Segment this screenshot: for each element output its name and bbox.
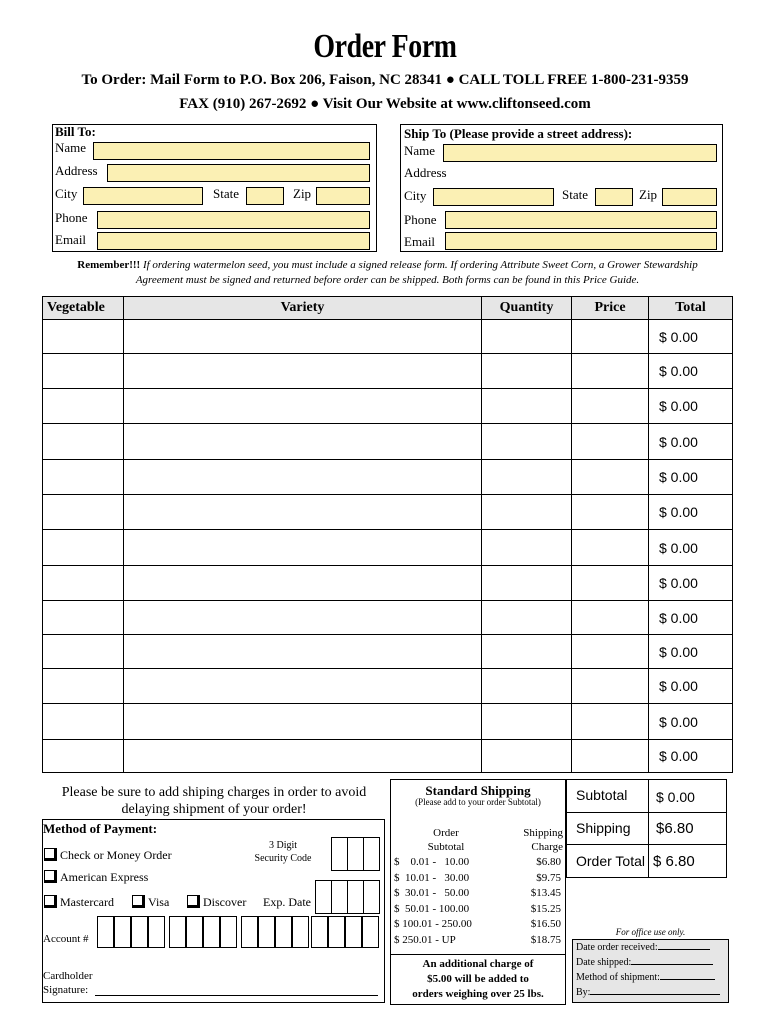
ship-zip-label: Zip xyxy=(639,187,658,202)
amex-label: American Express xyxy=(60,870,149,884)
quantity-cell[interactable] xyxy=(482,566,572,601)
account-digit-6[interactable] xyxy=(186,916,203,948)
col1-line1: Order xyxy=(433,827,459,839)
order-total-value: $ 6.80 xyxy=(653,853,695,870)
bill-zip-field[interactable] xyxy=(316,187,370,205)
table-header-row xyxy=(43,297,733,320)
bill-email-field[interactable] xyxy=(97,232,370,250)
variety-cell[interactable] xyxy=(124,530,482,566)
remember-note xyxy=(55,258,720,288)
processed-by-label: By: xyxy=(576,987,591,998)
security-digit-3[interactable] xyxy=(363,837,380,871)
bill-zip-label: Zip xyxy=(293,186,312,201)
order-subtotal-col-header xyxy=(411,826,481,854)
col-quantity: Quantity xyxy=(482,297,572,320)
table-row xyxy=(43,460,733,495)
table-row xyxy=(43,424,733,460)
payment-section xyxy=(42,819,385,1003)
date-received-label: Date order received: xyxy=(576,942,658,953)
vegetable-cell[interactable] xyxy=(43,704,124,740)
ship-city-field[interactable] xyxy=(433,188,554,206)
ship-zip-field[interactable] xyxy=(662,188,717,206)
quantity-cell[interactable] xyxy=(482,495,572,530)
order-total-value-cell xyxy=(648,844,727,878)
col-total: Total xyxy=(649,297,733,320)
date-shipped xyxy=(576,957,713,968)
price-cell[interactable] xyxy=(572,669,649,704)
shipping-charge-col-header xyxy=(501,826,563,854)
security-digit-1[interactable] xyxy=(331,837,348,871)
shipping-label-cell xyxy=(566,812,649,845)
price-cell[interactable] xyxy=(572,704,649,740)
shipping-charge: $15.25 xyxy=(530,902,561,915)
row-total: $ 0.00 xyxy=(649,320,733,354)
account-digit-7[interactable] xyxy=(203,916,220,948)
bill-address-field[interactable] xyxy=(107,164,370,182)
table-row xyxy=(43,566,733,601)
check-option[interactable] xyxy=(44,848,172,863)
shipping-charge: $6.80 xyxy=(536,856,561,868)
row-total: $ 0.00 xyxy=(649,354,733,389)
quantity-cell[interactable] xyxy=(482,389,572,424)
amex-option[interactable] xyxy=(44,870,148,885)
quantity-cell[interactable] xyxy=(482,704,572,740)
shipping-range: $ 250.01 - UP xyxy=(394,933,456,946)
col2-line1: Shipping xyxy=(523,827,563,839)
bill-city-field[interactable] xyxy=(83,187,203,205)
price-cell[interactable] xyxy=(572,320,649,354)
security-digit-2[interactable] xyxy=(347,837,364,871)
bill-to-heading: Bill To: xyxy=(55,124,96,139)
office-use-box xyxy=(572,939,729,1003)
col-variety: Variety xyxy=(124,297,482,320)
shipping-value: $6.80 xyxy=(656,820,694,837)
row-total: $ 0.00 xyxy=(649,704,733,740)
table-row xyxy=(43,669,733,704)
variety-cell[interactable] xyxy=(124,635,482,669)
signature-label: Signature: xyxy=(43,984,89,996)
exp-digit-3[interactable] xyxy=(347,880,364,914)
date-received-line xyxy=(658,949,710,950)
visa-option[interactable] xyxy=(132,895,169,910)
bill-state-field[interactable] xyxy=(246,187,284,205)
page-title: Order Form xyxy=(313,28,457,65)
discover-label: Discover xyxy=(203,895,247,909)
processed-by xyxy=(576,987,720,998)
variety-cell[interactable] xyxy=(124,460,482,495)
col1-line2: Subtotal xyxy=(427,841,465,853)
account-digit-1[interactable] xyxy=(97,916,114,948)
fax-website-line: FAX (910) 267-2692 ● Visit Our Website at www.cliftonseed.com xyxy=(179,96,591,112)
vegetable-cell[interactable] xyxy=(43,566,124,601)
remember-text: If ordering watermelon seed, you must include a signed release form. If ordering Attribute Sweet Corn, a Grower Stewardship Agreement must be signed and returned before order can be shipped. Both forms can be found in this Price Guide. xyxy=(135,259,698,286)
ship-email-label: Email xyxy=(404,234,436,249)
table-row xyxy=(43,740,733,773)
account-digit-9[interactable] xyxy=(241,916,258,948)
quantity-cell[interactable] xyxy=(482,424,572,460)
price-cell[interactable] xyxy=(572,635,649,669)
quantity-cell[interactable] xyxy=(482,740,572,773)
variety-cell[interactable] xyxy=(124,424,482,460)
row-total: $ 0.00 xyxy=(649,635,733,669)
ship-state-field[interactable] xyxy=(595,188,633,206)
variety-cell[interactable] xyxy=(124,320,482,354)
shipping-range: $ 30.01 - 50.00 xyxy=(394,887,470,899)
mastercard-label: Mastercard xyxy=(60,895,114,909)
row-total: $ 0.00 xyxy=(649,566,733,601)
payment-heading: Method of Payment: xyxy=(43,821,158,836)
row-total: $ 0.00 xyxy=(649,740,733,773)
quantity-cell[interactable] xyxy=(482,530,572,566)
exp-digit-4[interactable] xyxy=(363,880,380,914)
vegetable-cell[interactable] xyxy=(43,495,124,530)
vegetable-cell[interactable] xyxy=(43,740,124,773)
shipping-range: $ 10.01 - 30.00 xyxy=(394,871,470,884)
ship-phone-label: Phone xyxy=(404,212,437,227)
security-code-label xyxy=(238,839,328,865)
price-cell[interactable] xyxy=(572,601,649,635)
price-cell[interactable] xyxy=(572,354,649,389)
ship-name-label: Name xyxy=(404,143,436,158)
price-cell[interactable] xyxy=(572,424,649,460)
date-shipped-line xyxy=(631,964,713,965)
standard-shipping-section xyxy=(390,779,566,1005)
note-line2: $5.00 will be added to xyxy=(427,973,529,985)
vegetable-cell[interactable] xyxy=(43,460,124,495)
ship-name-field[interactable] xyxy=(443,144,717,162)
account-digit-13[interactable] xyxy=(311,916,328,948)
col2-line2: Charge xyxy=(531,841,563,853)
row-total: $ 0.00 xyxy=(649,424,733,460)
shipping-charge: $13.45 xyxy=(530,887,561,899)
variety-cell[interactable] xyxy=(124,669,482,704)
table-row xyxy=(43,495,733,530)
price-cell[interactable] xyxy=(572,495,649,530)
price-cell[interactable] xyxy=(572,389,649,424)
table-row xyxy=(43,530,733,566)
subtotal-value: $ 0.00 xyxy=(656,789,695,805)
date-shipped-label: Date shipped: xyxy=(576,957,632,968)
date-received xyxy=(576,942,710,953)
ship-city-label: City xyxy=(404,188,427,203)
account-digit-11[interactable] xyxy=(275,916,292,948)
shipping-range: $ 100.01 - 250.00 xyxy=(394,918,472,930)
table-row xyxy=(43,635,733,669)
totals-section xyxy=(566,779,727,878)
vegetable-cell[interactable] xyxy=(43,389,124,424)
row-total: $ 0.00 xyxy=(649,530,733,566)
shipping-table-heading: Standard Shipping xyxy=(425,783,531,798)
subtotal-label-cell xyxy=(566,779,649,813)
shipping-divider xyxy=(391,954,565,955)
quantity-cell[interactable] xyxy=(482,669,572,704)
price-cell[interactable] xyxy=(572,530,649,566)
account-digit-2[interactable] xyxy=(114,916,131,948)
col-price: Price xyxy=(572,297,649,320)
variety-cell[interactable] xyxy=(124,566,482,601)
order-items-table xyxy=(42,296,733,773)
account-digit-14[interactable] xyxy=(328,916,345,948)
bill-city-label: City xyxy=(55,186,78,201)
bill-email-label: Email xyxy=(55,232,87,247)
subtotal-label: Subtotal xyxy=(576,787,628,803)
account-digit-3[interactable] xyxy=(131,916,148,948)
col-vegetable: Vegetable xyxy=(43,297,124,320)
vegetable-cell[interactable] xyxy=(43,424,124,460)
mastercard-option[interactable] xyxy=(44,895,114,910)
shipping-range: $ 50.01 - 100.00 xyxy=(394,902,470,915)
discover-option[interactable] xyxy=(187,895,246,910)
bill-address-label: Address xyxy=(55,163,98,178)
price-cell[interactable] xyxy=(572,740,649,773)
table-row xyxy=(43,389,733,424)
account-digit-4[interactable] xyxy=(148,916,165,948)
note-line3: orders weighing over 25 lbs. xyxy=(412,988,544,1000)
bill-name-label: Name xyxy=(55,140,87,155)
vegetable-cell[interactable] xyxy=(43,320,124,354)
vegetable-cell[interactable] xyxy=(43,669,124,704)
ship-to-section xyxy=(400,124,723,252)
ship-state-label: State xyxy=(562,187,588,202)
ship-address-label: Address xyxy=(404,165,447,180)
account-digit-10[interactable] xyxy=(258,916,275,948)
shipping-table-subheading: (Please add to your order Subtotal) xyxy=(415,797,541,807)
exp-date-label: Exp. Date xyxy=(263,895,311,909)
security-line2: Security Code xyxy=(254,853,312,864)
check-label: Check or Money Order xyxy=(60,848,172,862)
shipping-range: $ 0.01 - 10.00 xyxy=(394,856,470,868)
quantity-cell[interactable] xyxy=(482,635,572,669)
office-use-heading: For office use only. xyxy=(615,927,686,937)
bill-name-field[interactable] xyxy=(93,142,370,160)
ship-phone-field[interactable] xyxy=(445,211,717,229)
shipping-label: Shipping xyxy=(576,820,631,836)
remember-bold: Remember!!! xyxy=(77,259,141,271)
security-line1: 3 Digit xyxy=(268,840,298,851)
shipping-charge: $9.75 xyxy=(536,871,561,884)
shipment-method-line xyxy=(660,979,715,980)
bill-phone-field[interactable] xyxy=(97,211,370,229)
quantity-cell[interactable] xyxy=(482,354,572,389)
account-digit-12[interactable] xyxy=(292,916,309,948)
quantity-cell[interactable] xyxy=(482,601,572,635)
bill-phone-label: Phone xyxy=(55,210,88,225)
account-digit-8[interactable] xyxy=(220,916,237,948)
vegetable-cell[interactable] xyxy=(43,354,124,389)
row-total: $ 0.00 xyxy=(649,601,733,635)
processed-by-line xyxy=(590,994,720,995)
variety-cell[interactable] xyxy=(124,704,482,740)
variety-cell[interactable] xyxy=(124,740,482,773)
exp-digit-2[interactable] xyxy=(331,880,348,914)
variety-cell[interactable] xyxy=(124,389,482,424)
cardholder-label: Cardholder xyxy=(43,970,93,982)
checkbox-visa[interactable] xyxy=(132,895,145,908)
checkbox-discover[interactable] xyxy=(187,895,200,908)
table-row xyxy=(43,320,733,354)
exp-digit-1[interactable] xyxy=(315,880,332,914)
note-line1: An additional charge of xyxy=(422,958,534,970)
bill-state-label: State xyxy=(213,186,239,201)
shipment-method xyxy=(576,972,715,983)
shipping-charge: $16.50 xyxy=(530,918,561,930)
variety-cell[interactable] xyxy=(124,354,482,389)
checkbox-mastercard[interactable] xyxy=(44,895,57,908)
vegetable-cell[interactable] xyxy=(43,601,124,635)
ship-email-field[interactable] xyxy=(445,232,717,250)
shipping-charge: $18.75 xyxy=(530,933,561,946)
table-row xyxy=(43,354,733,389)
row-total: $ 0.00 xyxy=(649,460,733,495)
signature-line[interactable] xyxy=(95,995,378,996)
contact-line: To Order: Mail Form to P.O. Box 206, Faison, NC 28341 ● CALL TOLL FREE 1-800-231-9359 xyxy=(81,72,689,88)
visa-label: Visa xyxy=(148,895,170,909)
account-label: Account # xyxy=(43,933,89,945)
price-cell[interactable] xyxy=(572,566,649,601)
vegetable-cell[interactable] xyxy=(43,530,124,566)
order-total-label: Order Total xyxy=(576,853,645,869)
order-total-label-cell xyxy=(566,844,649,878)
shipping-reminder: Please be sure to add shiping charges in order to avoid delaying shipment of your order! xyxy=(61,785,367,817)
bill-to-section xyxy=(52,124,377,252)
shipping-value-cell xyxy=(648,812,727,845)
weight-surcharge-note xyxy=(391,957,565,1002)
variety-cell[interactable] xyxy=(124,495,482,530)
checkbox-check[interactable] xyxy=(44,848,57,861)
shipment-method-label: Method of shipment: xyxy=(576,972,660,983)
quantity-cell[interactable] xyxy=(482,460,572,495)
subtotal-value-cell xyxy=(648,779,727,813)
variety-cell[interactable] xyxy=(124,601,482,635)
table-row xyxy=(43,704,733,740)
ship-to-heading: Ship To (Please provide a street address): xyxy=(404,126,633,141)
account-digit-5[interactable] xyxy=(169,916,186,948)
row-total: $ 0.00 xyxy=(649,389,733,424)
row-total: $ 0.00 xyxy=(649,495,733,530)
account-digit-16[interactable] xyxy=(362,916,379,948)
checkbox-amex[interactable] xyxy=(44,870,57,883)
quantity-cell[interactable] xyxy=(482,320,572,354)
account-digit-15[interactable] xyxy=(345,916,362,948)
row-total: $ 0.00 xyxy=(649,669,733,704)
price-cell[interactable] xyxy=(572,460,649,495)
vegetable-cell[interactable] xyxy=(43,635,124,669)
table-row xyxy=(43,601,733,635)
